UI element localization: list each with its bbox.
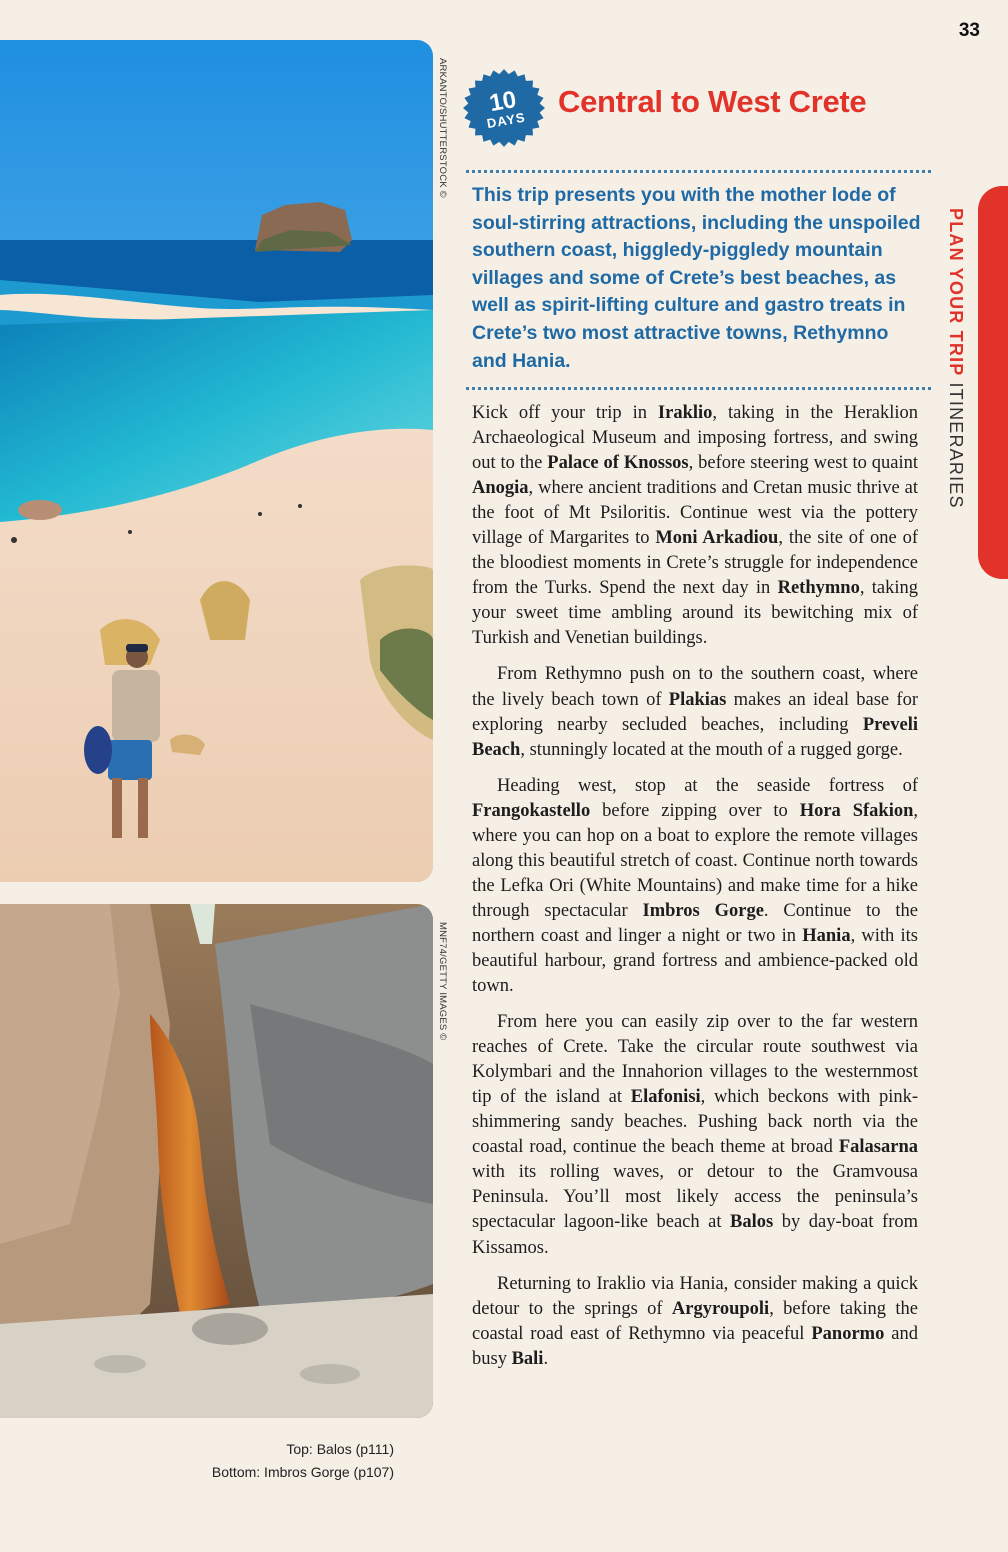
place-name: Imbros Gorge — [642, 900, 764, 921]
imbros-gorge-photo — [0, 904, 433, 1418]
paragraph-3: Heading west, stop at the seaside fortress of Frangokastello before zipping over to Hora Sfakion, where you can hop on a boat to explore the remote villages along this beautiful stretch of coast. Continue north towards the Lefka Ori (White Mountains) and make time for a hike through spectacular Imbros Gorge. Continue to the northern coast and linger a night or two in Hania, with its beautiful harbour, grand fortress and ambience-packed old town. — [472, 775, 918, 997]
badge-unit: DAYS — [485, 109, 527, 131]
intro-text: This trip presents you with the mother lode of soul-stirring attractions, including the unspoiled southern coast, higgledy-piggledy mountain villages and some of Crete’s best beaches, as well as spirit-lifting culture and gastro treats in Crete’s two most attractive towns, Rethymno and Hania. — [472, 184, 921, 372]
section-label-light: ITINERARIES — [946, 382, 966, 509]
itinerary-body — [472, 401, 918, 1383]
photo-captions — [212, 1438, 394, 1484]
paragraph-1: Kick off your trip in Iraklio, taking in the Heraklion Archaeological Museum and imposing fortress, and swing out to the Palace of Knossos, before steering west to quaint Anogia, where ancient traditions and Cretan music thrive at the foot of Mt Psiloritis. Continue west via the pottery village of Margarites to Moni Arkadiou, the site of one of the bloodiest moments in Crete’s struggle for independence from the Turks. Spend the next day in Rethymno, taking your sweet time ambling around its bewitching mix of Turkish and Venetian buildings. — [472, 403, 919, 649]
place-name: Bali — [511, 1348, 544, 1369]
paragraph-2: From Rethymno push on to the southern coast, where the lively beach town of Plakias makes an ideal base for exploring nearby secluded beaches, including Preveli Beach, stunningly located at the mouth of a rugged gorge. — [472, 664, 919, 760]
caption-bottom: Bottom: Imbros Gorge (p107) — [211, 1464, 394, 1480]
page-number: 33 — [958, 20, 980, 41]
days-badge — [459, 66, 549, 150]
section-tab — [978, 186, 1008, 579]
itinerary-title: Central to West Crete — [558, 84, 867, 119]
place-name: Hania — [802, 925, 851, 946]
top-photo-credit: ARKANTO/SHUTTERSTOCK © — [437, 58, 448, 198]
place-name: Hora Sfakion — [799, 800, 914, 821]
paragraph-4: From here you can easily zip over to the far western reaches of Crete. Take the circular route southwest via Kolymbari and the Innahorion villages to the westernmost tip of the island at Elafonisi, which beckons with pink-shimmering sandy beaches. Pushing back north via the coastal road, continue the beach theme at broad Falasarna with its rolling waves, or detour to the Gramvousa Peninsula. You’ll most likely access the peninsula’s spectacular lagoon-like beach at Balos by day-boat from Kissamos. — [472, 1012, 918, 1258]
place-name: Moni Arkadiou — [655, 528, 779, 549]
place-name: Falasarna — [838, 1137, 918, 1158]
intro-divider-top — [466, 170, 931, 173]
place-name: Plakias — [668, 689, 727, 710]
section-label-bold: PLAN YOUR TRIP — [946, 208, 966, 377]
balos-beach-photo — [0, 40, 433, 882]
paragraph-5: Returning to Iraklio via Hania, consider making a quick detour to the springs of Argyroupoli, before taking the coastal road east of Rethymno via peaceful Panormo and busy Bali. — [472, 1273, 919, 1369]
place-name: Balos — [730, 1212, 774, 1233]
place-name: Argyroupoli — [671, 1298, 770, 1319]
intro-divider-bottom — [466, 387, 931, 390]
place-name: Anogia — [472, 478, 529, 499]
caption-top: Top: Balos (p111) — [286, 1441, 394, 1457]
badge-number: 10 — [487, 85, 519, 117]
section-label — [945, 208, 966, 509]
place-name: Rethymno — [777, 578, 860, 599]
place-name: Palace of Knossos — [547, 453, 689, 474]
place-name: Frangokastello — [472, 800, 591, 821]
place-name: Panormo — [811, 1323, 885, 1344]
place-name: Elafonisi — [630, 1087, 701, 1108]
place-name: Preveli Beach — [472, 714, 918, 760]
bottom-photo-credit: MNF74/GETTY IMAGES © — [437, 922, 448, 1041]
place-name: Iraklio — [657, 403, 713, 423]
